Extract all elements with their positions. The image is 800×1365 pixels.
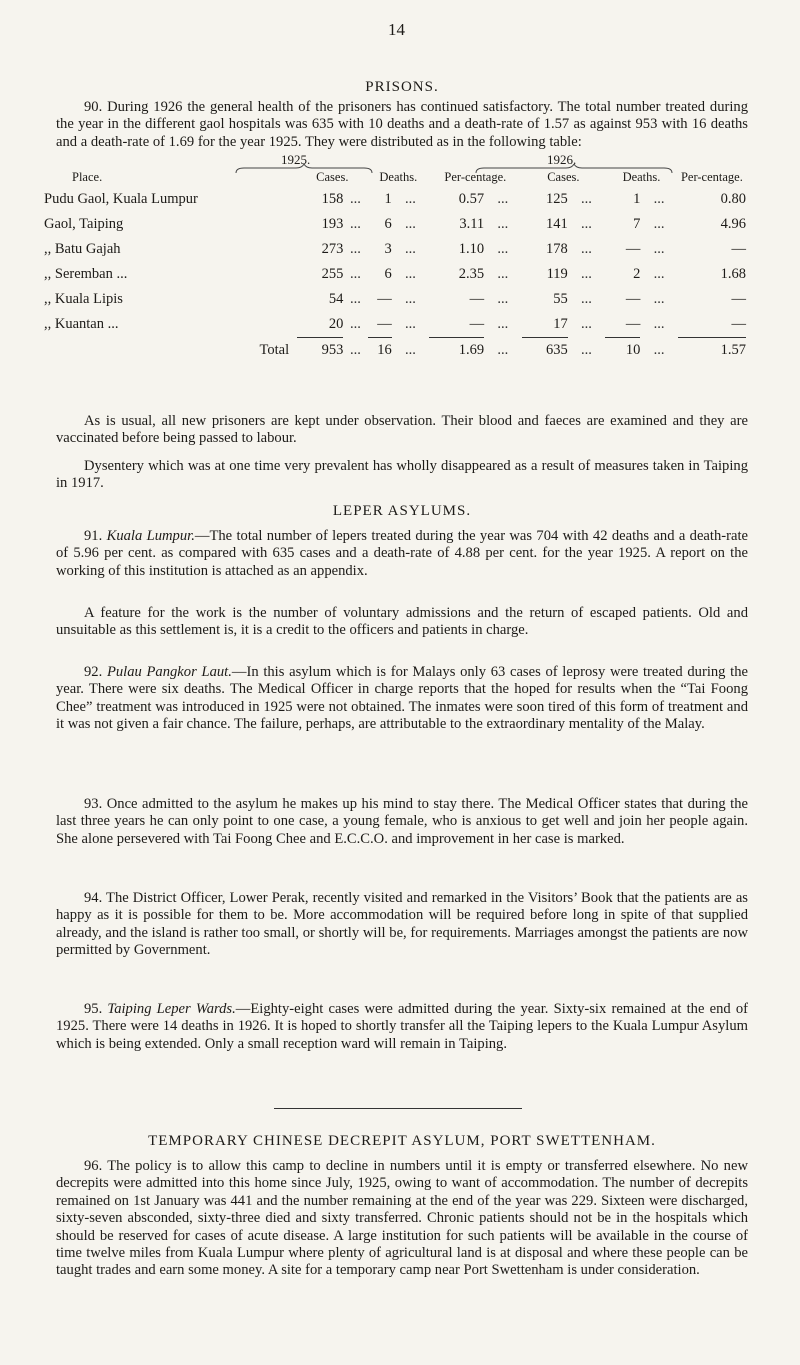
cases-1926: 178 <box>546 241 568 257</box>
cases-1926: 141 <box>546 216 568 232</box>
temporary-asylum-heading: TEMPORARY CHINESE DECREPIT ASYLUM, PORT SWETTENHAM. <box>148 1133 656 1149</box>
percentage-1926: — <box>731 315 746 332</box>
place-cell: ,, Kuantan ... <box>44 316 119 332</box>
cases-1926: 125 <box>546 191 568 207</box>
cases-1926: 55 <box>553 291 568 307</box>
col-cases-1926: Cases. <box>547 170 580 184</box>
table-header-row <box>44 168 746 187</box>
prisons-heading: PRISONS. <box>365 79 439 95</box>
total-deaths-1925: 16 <box>368 337 392 363</box>
year-1925-label: 1925. <box>281 152 311 167</box>
table-row: ,, Kuala Lipis 54 ... — ... — ... 55 ... — ... — <box>44 287 746 312</box>
paragraph-90: 90. During 1926 the general health of the prisoners has continued satisfactory. The total number treated during the year in the different gaol hospitals was 635 with 10 deaths and a death-rate of 1.57 as against 953 with 16 deaths and a death-rate of 1.69 for the year 1925. They were distributed as in the following table: <box>56 99 748 150</box>
deaths-1926: — <box>625 315 641 332</box>
cases-1925: 20 <box>328 315 344 332</box>
col-cases-1925: Cases. <box>316 170 349 184</box>
table-row: ,, Kuantan ... 20 ... — ... — ... 17 ... — ... — <box>44 312 746 337</box>
deaths-1925: 6 <box>384 216 392 232</box>
cases-1925: 255 <box>321 266 344 282</box>
place-cell: Gaol, Taiping <box>44 216 124 232</box>
total-cases-1926: 635 <box>522 337 568 363</box>
paragraph-94: 94. The District Officer, Lower Perak, recently visited and remarked in the Visitors’ Book that the patients are as happy as it is possible for them to be. More accommodation will be required before long in spite of that supplied already, and the island is rather too small, or shortly will be, for requirements. Marriages amongst the patients are now permitted by Government. <box>56 890 748 959</box>
col-deaths-1926: Deaths. <box>622 170 661 184</box>
place-cell: ,, Seremban ... <box>44 266 128 282</box>
paragraph-observation: As is usual, all new prisoners are kept under observation. Their blood and faeces are examined and they are vaccinated before being passed to labour. <box>56 413 748 447</box>
col-deaths-1925: Deaths. <box>379 170 418 184</box>
leper-heading: LEPER ASYLUMS. <box>332 503 472 519</box>
percentage-1925: — <box>469 291 485 307</box>
col-percentage-1926: Per-centage. <box>680 170 743 184</box>
table-total-row: Total 953 ... 16 ... 1.69 ... 635 ... 10 ... 1.57 <box>44 337 746 363</box>
cases-1925: 193 <box>321 216 344 232</box>
deaths-1926: — <box>625 241 641 257</box>
prisons-table <box>44 168 746 363</box>
percentage-1926: — <box>731 241 746 257</box>
deaths-1926: 7 <box>633 216 641 232</box>
percentage-1925: 2.35 <box>458 266 485 282</box>
deaths-1925: 6 <box>384 266 392 282</box>
percentage-1925: 3.11 <box>459 216 485 232</box>
deaths-1926: 1 <box>633 191 641 207</box>
total-deaths-1926: 10 <box>605 337 640 363</box>
total-cases-1925: 953 <box>297 337 343 363</box>
place-cell: ,, Kuala Lipis <box>44 291 123 307</box>
table-row: ,, Seremban ... 255 ... 6 ... 2.35 ... 119 ... 2 ... 1.68 <box>44 262 746 287</box>
table-row: Pudu Gaol, Kuala Lumpur 158 ... 1 ... 0.57 ... 125 ... 1 ... 0.80 <box>44 187 746 212</box>
deaths-1925: — <box>377 291 392 307</box>
total-percentage-1925: 1.69 <box>429 337 484 363</box>
place-cell: ,, Batu Gajah <box>44 241 121 257</box>
deaths-1926: — <box>625 291 641 307</box>
col-percentage-1925: Per-centage. <box>444 170 507 184</box>
cases-1926: 17 <box>553 315 568 332</box>
percentage-1925: — <box>469 315 485 332</box>
percentage-1925: 0.57 <box>458 191 485 207</box>
table-row: ,, Batu Gajah 273 ... 3 ... 1.10 ... 178 ... — ... — <box>44 237 746 262</box>
cases-1926: 119 <box>546 266 568 282</box>
total-label: Total <box>259 341 290 358</box>
cases-1925: 273 <box>321 241 344 257</box>
paragraph-95: 95. Taiping Leper Wards.—Eighty-eight cases were admitted during the year. Sixty-six remained at the end of 1925. There were 14 deaths in 1926. It is hoped to shortly transfer all the Taiping lepers to the Kuala Lumpur Asylum which is being extended. Only a small reception ward will remain in Taiping. <box>56 1001 749 1052</box>
paragraph-feature: A feature for the work is the number of voluntary admissions and the return of escaped patients. Old and unsuitable as this settlement is, it is a credit to the officers and patients in charge. <box>56 605 748 639</box>
section-divider <box>274 1108 522 1109</box>
percentage-1926: 0.80 <box>720 191 746 207</box>
percentage-1926: — <box>731 291 746 307</box>
paragraph-92: 92. Pulau Pangkor Laut.—In this asylum which is for Malays only 63 cases of leprosy were treated during the year. There were six deaths. The Medical Officer in charge reports that the hoped for results when the “Tai Foong Chee” treatment was introduced in 1925 were not obtained. The inmates were soon tired of this form of treatment and it was not given a fair chance. The failure, perhaps, are attributable to the extraordinary mentality of the Malay. <box>56 664 749 733</box>
year-1926-label: 1926. <box>547 152 577 167</box>
place-cell: Pudu Gaol, Kuala Lumpur <box>44 191 198 207</box>
paragraph-96: 96. The policy is to allow this camp to decline in numbers until it is empty or transferred elsewhere. No new decrepits were admitted into this home since July, 1925, owing to want of accommodation. The number of decrepits remained on 1st January was 441 and the number remaining at the end of the year was 229. Sixteen were discharged, sixty-seven absconded, sixty-three died and sixty transferred. Chronic patients should not be in the hospitals which should be reserved for cases of acute disease. A large institution for such patients will be available in the course of time twelve miles from Kuala Lumpur where plenty of agricultural land is at disposal and where these people can be taught trades and earn some money. A site for a temporary camp near Port Swettenham is under consideration. <box>56 1158 748 1279</box>
total-percentage-1926: 1.57 <box>678 337 746 363</box>
deaths-1926: 2 <box>633 266 641 282</box>
cases-1925: 158 <box>321 191 344 207</box>
percentage-1926: 4.96 <box>720 216 746 232</box>
col-place: Place. <box>72 170 103 184</box>
paragraph-dysentery: Dysentery which was at one time very prevalent has wholly disappeared as a result of measures taken in Taiping in 1917. <box>56 458 748 492</box>
percentage-1926: 1.68 <box>720 266 746 282</box>
table-row: Gaol, Taiping 193 ... 6 ... 3.11 ... 141 ... 7 ... 4.96 <box>44 212 746 237</box>
paragraph-93: 93. Once admitted to the asylum he makes up his mind to stay there. The Medical Officer states that during the last three years he can only point to one case, a young female, who is anxious to get well and join her people again. She alone persevered with Tai Foong Chee and E.C.C.O. and improvement in her case is marked. <box>56 796 748 847</box>
page-number: 14 <box>388 20 405 39</box>
deaths-1925: — <box>377 315 392 332</box>
percentage-1925: 1.10 <box>458 241 485 257</box>
deaths-1925: 3 <box>384 241 392 257</box>
deaths-1925: 1 <box>384 191 392 207</box>
paragraph-91: 91. Kuala Lumpur.—The total number of lepers treated during the year was 704 with 42 deaths and a death-rate of 5.96 per cent. as compared with 635 cases and a death-rate of 4.88 per cent. for the year 1925. A report on the working of this institution is attached as an appendix. <box>56 528 748 579</box>
cases-1925: 54 <box>328 291 344 307</box>
